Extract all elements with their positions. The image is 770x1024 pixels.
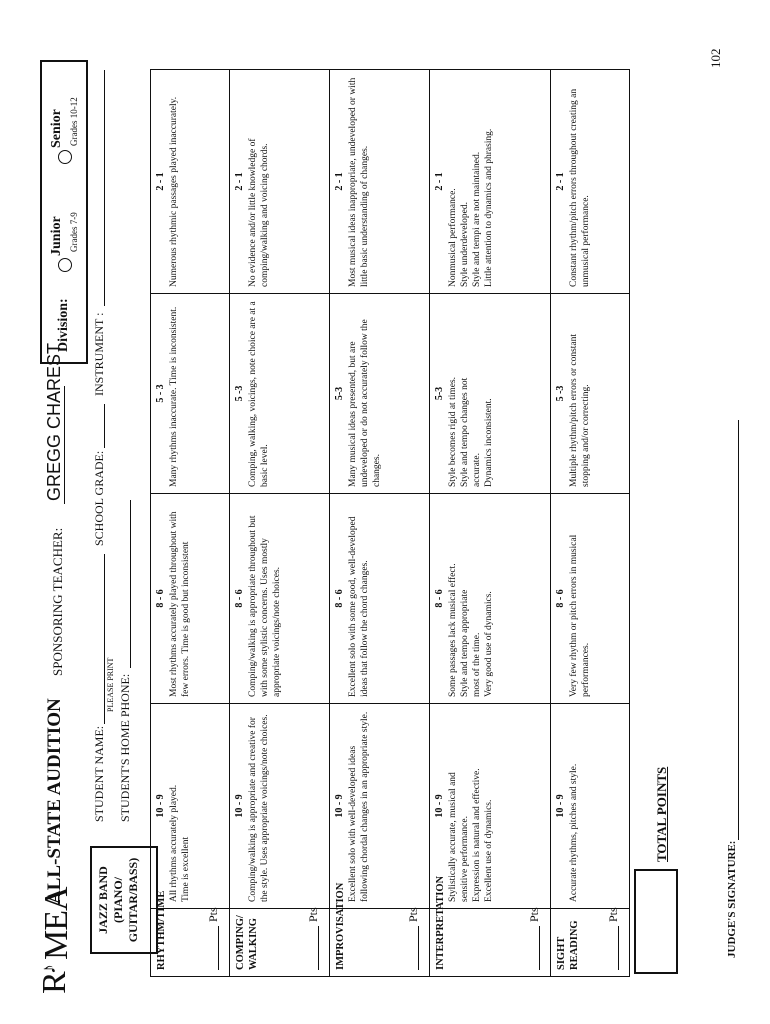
sponsoring-teacher-name[interactable]: GREGG CHAREST — [44, 342, 64, 501]
rubric-level-cell — [230, 494, 330, 704]
rubric-level-cell — [330, 70, 430, 294]
criteria-description: Multiple rhythm/pitch errors or constant stopping and/or correcting. — [568, 333, 591, 487]
criteria-description: Constant rhythm/pitch errors throughout creating an unmusical performance. — [568, 88, 591, 287]
points-entry-field[interactable] — [318, 926, 319, 970]
criteria-description: Very few rhythm or pitch errors in musical performances. — [568, 534, 591, 697]
criteria-description: Numerous rhythmic passages played inaccurately. — [169, 96, 179, 287]
score-range: 8 - 6 — [234, 589, 246, 608]
points-entry-field[interactable] — [218, 926, 219, 970]
rubric-category-cell — [550, 909, 629, 977]
score-range: 10 - 9 — [155, 794, 166, 818]
score-range: 2 - 1 — [434, 172, 446, 191]
criteria-description: Nonmusical performance. Style underdeveloped. Style and tempi are not maintained. Little attention to dynamics and phrasing. — [448, 128, 495, 287]
points-entry-field[interactable] — [418, 926, 419, 970]
junior-option-label: Junior — [49, 216, 64, 256]
rubric-category-cell — [330, 882, 430, 977]
page-number: 102 — [708, 48, 723, 68]
rubric-category-title: COMPING/ WALKING — [235, 915, 260, 970]
score-range: 2 - 1 — [234, 172, 246, 191]
points-label: Pts — [406, 907, 421, 922]
category-line-1: JAZZ BAND — [96, 866, 110, 934]
score-range: 10 - 9 — [334, 794, 346, 818]
judge-signature-field[interactable] — [738, 420, 739, 840]
category-line-2: (PIANO/ — [111, 877, 125, 923]
music-note-icon: ♪ — [38, 964, 60, 974]
junior-radio[interactable] — [58, 258, 72, 272]
score-range: 10 - 9 — [234, 794, 246, 818]
division-label: Division: — [56, 298, 71, 352]
criteria-description: Style becomes rigid at times. Style and tempo changes not accurate. Dynamics inconsistent. — [448, 376, 495, 487]
rubric-table — [150, 69, 630, 977]
points-label: Pts — [526, 907, 541, 922]
page-title: ALL-STATE AUDITION — [44, 698, 65, 904]
junior-grades: Grades 7-9 — [69, 212, 79, 252]
criteria-description: Some passages lack musical effect. Style and tempo appropriate most of the time. Very good use of dynamics. — [448, 563, 495, 697]
rubric-level-cell — [230, 704, 330, 909]
points-entry-field[interactable] — [618, 926, 619, 970]
senior-radio[interactable] — [58, 150, 72, 164]
school-grade-field[interactable] — [104, 404, 105, 448]
criteria-description: Comping/walking is appropriate throughout but with some stylistic concerns. Uses mostly appropriate voicings/note choices. — [248, 515, 283, 697]
total-points-label: TOTAL POINTS — [654, 766, 669, 862]
category-line-3: GUITAR/BASS) — [126, 857, 140, 943]
rubric-level-cell — [550, 704, 629, 909]
school-grade-label: SCHOOL GRADE: — [92, 450, 106, 546]
rubric-category-title: IMPROVISATION — [335, 882, 347, 970]
criteria-description: Most musical ideas inappropriate, undeveloped or with little basic understanding of changes. — [348, 77, 371, 287]
student-name-field[interactable] — [104, 554, 105, 724]
instrument-field[interactable] — [104, 70, 105, 306]
rubric-row — [330, 70, 430, 977]
rubric-level-cell — [430, 494, 551, 704]
rimea-logo: R ♪ MEA — [36, 887, 75, 994]
score-range: 5 - 3 — [155, 384, 166, 403]
instrument-label: INSTRUMENT : — [92, 312, 106, 396]
score-range: 8 - 6 — [155, 589, 166, 608]
score-range: 8 - 6 — [334, 589, 346, 608]
rubric-row — [230, 70, 330, 977]
score-range: 5 -3 — [554, 385, 566, 402]
rubric-level-cell — [550, 294, 629, 494]
rubric-level-cell — [330, 494, 430, 704]
criteria-description: Excellent solo with some good, well-developed ideas that follow the chord changes. — [348, 516, 371, 697]
criteria-description: Excellent solo with well-developed ideas following chordal changes in an appropriate style. — [348, 711, 371, 902]
sponsoring-teacher-label: SPONSORING TEACHER: — [50, 527, 65, 676]
rubric-level-cell — [330, 704, 430, 909]
criteria-description: All rhythms accurately played. Time is excellent — [169, 784, 191, 902]
rubric-level-cell — [430, 294, 551, 494]
points-entry-field[interactable] — [539, 926, 540, 970]
category-box — [90, 846, 158, 954]
score-range: 2 - 1 — [554, 172, 566, 191]
criteria-description: Many musical ideas presented, but are undeveloped or do not accurately follow the changes. — [348, 319, 383, 487]
score-range: 5 -3 — [234, 385, 246, 402]
home-phone-field[interactable] — [130, 500, 131, 668]
criteria-description: Comping/walking is appropriate and creative for the style. Uses appropriate voicings/note choices. — [248, 714, 271, 902]
rubric-level-cell — [550, 70, 629, 294]
points-label: Pts — [206, 907, 221, 922]
rubric-row — [550, 70, 629, 977]
rubric-category-title: INTERPRETATION — [435, 875, 447, 970]
rubric-level-cell — [151, 704, 230, 909]
rubric-row — [151, 70, 230, 977]
criteria-description: Most rhythms accurately played throughout with few errors. Time is good but inconsistent — [169, 511, 191, 697]
score-range: 5-3 — [434, 386, 446, 401]
home-phone-label: STUDENT'S HOME PHONE: — [118, 673, 132, 822]
division-box — [40, 60, 88, 364]
rubric-category-cell — [430, 875, 551, 977]
student-name-label: STUDENT NAME: — [92, 725, 106, 822]
rubric-category-cell — [230, 909, 330, 977]
score-range: 5-3 — [334, 386, 346, 401]
score-range: 2 - 1 — [155, 172, 166, 191]
total-points-box[interactable] — [634, 869, 678, 974]
score-range: 10 - 9 — [434, 794, 446, 818]
score-range: 8 - 6 — [554, 589, 566, 608]
score-range: 10 - 9 — [554, 794, 566, 818]
criteria-description: Accurate rhythms, pitches and style. — [568, 763, 579, 902]
senior-option-label: Senior — [49, 109, 64, 148]
score-range: 8 - 6 — [434, 589, 446, 608]
rubric-category-title: RHYTHM/TIME — [156, 890, 167, 970]
rubric-level-cell — [230, 294, 330, 494]
rubric-level-cell — [151, 294, 230, 494]
please-print-note: PLEASE PRINT — [106, 657, 115, 712]
points-label: Pts — [606, 907, 620, 922]
rubric-level-cell — [430, 70, 551, 294]
rubric-row — [430, 70, 551, 977]
rubric-level-cell — [550, 494, 629, 704]
rubric-level-cell — [430, 704, 551, 909]
criteria-description: Many rhythms inaccurate. Time is inconsistent. — [169, 306, 179, 487]
senior-grades: Grades 10-12 — [69, 97, 79, 146]
rubric-level-cell — [151, 494, 230, 704]
score-range: 2 - 1 — [334, 172, 346, 191]
rubric-level-cell — [151, 70, 230, 294]
criteria-description: Comping, walking, voicings, note choice are at a basic level. — [248, 301, 271, 487]
criteria-description: Stylistically accurate, musical and sensitive performance. Expression is natural and effective. Excellent use of dynamics. — [448, 768, 495, 902]
rubric-level-cell — [230, 70, 330, 294]
rubric-level-cell — [330, 294, 430, 494]
rubric-category-title: SIGHT READING — [555, 920, 580, 970]
rubric-category-cell — [151, 890, 230, 977]
judge-signature-label: JUDGE'S SIGNATURE: — [726, 840, 738, 958]
points-label: Pts — [306, 907, 321, 922]
criteria-description: No evidence and/or little knowledge of comping/walking and voicing chords. — [248, 138, 271, 287]
